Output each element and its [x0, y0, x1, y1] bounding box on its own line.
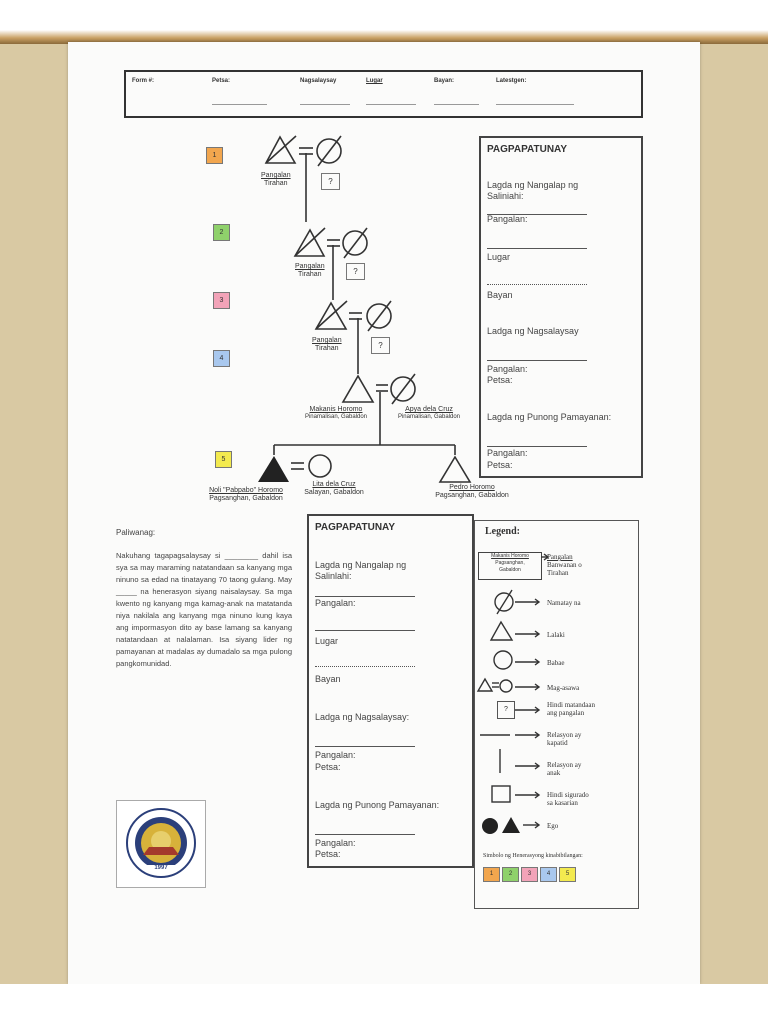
signature-line — [315, 834, 415, 835]
legend-unsure-sex-label — [547, 791, 589, 807]
gen5-ego-place: Pagsanghan, Gabaldon — [209, 495, 283, 502]
legend-male-label: Lalaki — [547, 631, 565, 639]
generation-box-3: 3 — [213, 292, 230, 309]
signature-line — [487, 360, 587, 361]
gen5-spouse-labels — [300, 481, 368, 497]
gen1-place: Tirahan — [264, 180, 288, 187]
gen5-spouse-place: Salayan, Gabaldon — [304, 489, 364, 496]
generation-box-1: 1 — [206, 147, 223, 164]
explanation-heading: Paliwanag: — [116, 528, 156, 537]
legend-title: Legend: — [485, 526, 520, 537]
verification-box-top — [479, 136, 643, 478]
legend-box — [474, 520, 639, 909]
legend-sample-place2: Gabaldon — [499, 567, 521, 573]
signature-line — [315, 666, 415, 667]
married-circle — [500, 680, 512, 692]
legend-generation-colors — [483, 867, 576, 882]
generation-box-5: 5 — [215, 451, 232, 468]
legend-sibling-label-2: kapatid — [547, 739, 568, 747]
verification-top-collector-signature: Lagda ng Nangalap ng Saliniahi: — [487, 180, 579, 201]
legend-sibling-label — [547, 731, 581, 747]
verification-bottom-collector-signature: Lagda ng Nangalap ng Salinlahi: — [315, 560, 407, 581]
gen1-unknown-name-box: ? — [321, 173, 340, 190]
legend-married-label: Mag-asawa — [547, 684, 580, 692]
signature-line — [487, 284, 587, 285]
legend-ego-label: Ego — [547, 822, 559, 830]
legend-sample-desc3: Tirahan — [547, 569, 569, 577]
legend-child-label-2: anak — [547, 769, 561, 777]
gen1-labels — [261, 172, 291, 188]
unsure-sex-symbol — [492, 786, 510, 802]
gen5-spouse-circle — [309, 455, 331, 477]
legend-gen-4: 4 — [540, 867, 557, 882]
gen5-spouse-name: Lita dela Cruz — [312, 481, 356, 488]
legend-unknown-name-label-2: ang pangalan — [547, 709, 585, 717]
gen2-place: Tirahan — [298, 271, 322, 278]
generation-box-2: 2 — [213, 224, 230, 241]
female-symbol — [494, 651, 512, 669]
verification-bottom-narrator-signature: Ladga ng Nagsalaysay: — [315, 712, 410, 722]
verification-bottom-name: Pangalan: — [315, 598, 356, 608]
legend-gen-5: 5 — [559, 867, 576, 882]
legend-unknown-name-label-1: Hindi matandaan — [547, 701, 596, 709]
legend-sample-desc2: Banwanan o — [547, 561, 582, 569]
verification-bottom-town: Bayan — [315, 674, 341, 684]
place-label: Lugar — [366, 78, 383, 84]
gen5-ego-triangle — [258, 456, 289, 482]
legend-sample-desc1: Pangalan — [547, 553, 573, 561]
signature-line — [315, 596, 415, 597]
gen3-place: Tirahan — [315, 345, 339, 352]
verification-top-date2: Petsa: — [487, 460, 513, 470]
gen3-labels — [312, 337, 342, 353]
verification-top-date: Petsa: — [487, 375, 513, 385]
verification-top-leader-signature: Lagda ng Punong Pamayanan: — [487, 412, 612, 422]
latest-gen-label: Latestgen: — [496, 78, 527, 84]
married-triangle — [478, 679, 492, 691]
form-number-label: Form #: — [132, 78, 155, 84]
legend-unsure-sex-label-1: Hindi sigurado — [547, 791, 589, 799]
date-label: Petsa: — [212, 78, 231, 84]
verification-bottom-date: Petsa: — [315, 762, 341, 772]
verification-top-name: Pangalan: — [487, 214, 528, 224]
verification-top-town: Bayan — [487, 290, 513, 300]
gen4-wife-name: Apya dela Cruz — [405, 406, 453, 413]
verification-top-title: PAGPAPATUNAY — [487, 144, 568, 155]
gen1-name: Pangalan — [261, 172, 291, 179]
verification-bottom-name3: Pangalan: — [315, 838, 356, 848]
verification-bottom-date2: Petsa: — [315, 849, 341, 859]
gen4-male-triangle — [343, 376, 373, 402]
town-label: Bayan: — [434, 78, 455, 84]
legend-sample-place1: Pagsanghan, — [495, 560, 525, 566]
gen4-wife-place: Pinamalisan, Gabaldon — [397, 414, 461, 420]
legend-generation-title: Simbolo ng Henerasyong kinabibilangan: — [483, 853, 583, 859]
legend-sample-name: Makanis Horomo — [491, 553, 529, 559]
verification-bottom-name2: Pangalan: — [315, 750, 356, 760]
gen2-unknown-name-box: ? — [346, 263, 365, 280]
male-symbol — [491, 622, 512, 640]
verification-box-bottom — [307, 514, 474, 868]
legend-female-label: Babae — [547, 659, 565, 667]
legend-gen-2: 2 — [502, 867, 519, 882]
gen5-sibling-triangle — [440, 457, 470, 482]
verification-top-name2: Pangalan: — [487, 364, 528, 374]
verification-top-narrator-signature: Ladga ng Nagsalaysay — [487, 326, 579, 336]
generation-box-4: 4 — [213, 350, 230, 367]
gen5-sibling-place: Pagsanghan, Gabaldon — [435, 492, 509, 499]
gen5-ego-name: Noli "Pabpabo" Horomo — [209, 487, 283, 494]
gen5-sibling-labels — [420, 484, 524, 500]
seal-year: 1997 — [154, 865, 168, 871]
legend-unsure-sex-label-2: sa kasarian — [547, 799, 578, 807]
verification-bottom-title: PAGPAPATUNAY — [315, 522, 396, 533]
gen3-unknown-name-box: ? — [371, 337, 390, 354]
gen4-husband-place: Pinamalisan, Gabaldon — [304, 414, 368, 420]
organization-seal-logo — [117, 801, 205, 887]
gen4-husband-name: Makanis Horomo — [309, 406, 363, 413]
gen5-ego-labels — [196, 487, 296, 503]
gen2-labels — [295, 263, 325, 279]
verification-bottom-leader-signature: Lagda ng Punong Pamayanan: — [315, 800, 440, 810]
explanation-body: Nakuhang tagapagsalaysay si ________ dahil isa sya sa may maraming natatandaan sa kanyang mga ninuno sa edad na tinatayang 70 taong gulang. May _____ na henerasyon siyang naisalaysay. Sa mga kwento ng kanyang mga kamag-anak na matatanda niya nakilala ang kanyang mga ninuno kung kaya ang impormasyon dito ay base lamang sa kanyang natatandaan at nalalaman. Isa siyang lider ng pamayanan at madalas ay dumadalo sa mga pulong pangkomunidad. — [116, 551, 292, 668]
signature-line — [487, 248, 587, 249]
verification-top-place: Lugar — [487, 252, 511, 262]
legend-gen-1: 1 — [483, 867, 500, 882]
legend-child-label — [547, 761, 581, 777]
legend-deceased-label: Namatay na — [547, 599, 581, 607]
gen3-name: Pangalan — [312, 337, 342, 344]
signature-line — [315, 630, 415, 631]
gen2-name: Pangalan — [295, 263, 325, 270]
legend-unknown-name-box: ? — [497, 701, 515, 719]
ego-triangle — [502, 817, 520, 833]
gen4-husband-labels — [296, 406, 376, 420]
narrator-label: Nagsalaysay — [300, 78, 337, 84]
legend-gen-3: 3 — [521, 867, 538, 882]
legend-child-label-1: Relasyon ay — [547, 761, 582, 769]
verification-top-name3: Pangalan: — [487, 448, 528, 458]
legend-unknown-name-label — [547, 701, 595, 717]
verification-bottom-place: Lugar — [315, 636, 339, 646]
gen4-wife-labels — [386, 406, 472, 420]
gen5-sibling-name: Pedro Horomo — [449, 484, 495, 491]
ego-circle — [482, 818, 498, 834]
signature-line — [487, 446, 587, 447]
organization-seal-frame — [116, 800, 206, 888]
signature-line — [315, 746, 415, 747]
legend-sibling-label-1: Relasyon ay — [547, 731, 582, 739]
